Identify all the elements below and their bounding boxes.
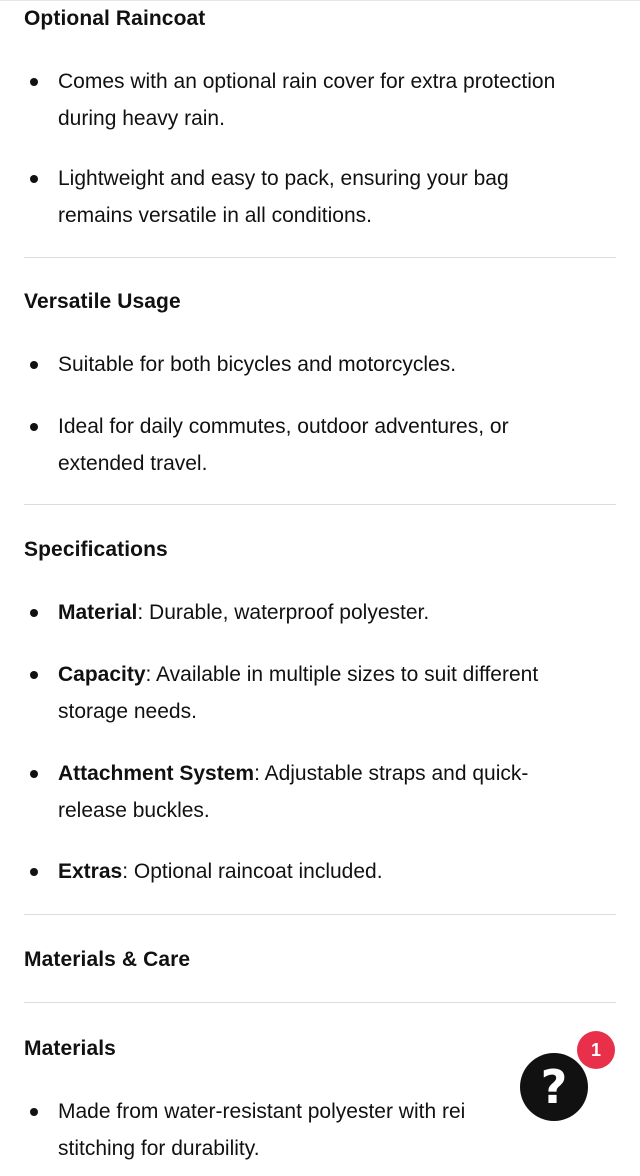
divider bbox=[24, 1002, 616, 1003]
list-item: Extras: Optional raincoat included. bbox=[24, 853, 616, 890]
bullet-icon bbox=[30, 423, 38, 431]
list-item: Material: Durable, waterproof polyester. bbox=[24, 594, 616, 631]
section-specifications bbox=[24, 536, 616, 564]
divider bbox=[24, 257, 616, 258]
list-item: Attachment System: Adjustable straps and quick- release buckles. bbox=[24, 755, 616, 829]
bullet-icon bbox=[30, 361, 38, 369]
list-item: Lightweight and easy to pack, ensuring your bag remains versatile in all conditions. bbox=[24, 160, 616, 234]
bullet-icon bbox=[30, 1108, 38, 1116]
bullet-icon bbox=[30, 175, 38, 183]
help-chat-button[interactable] bbox=[520, 1053, 588, 1121]
bullet-icon bbox=[30, 609, 38, 617]
section-title[interactable]: Materials & Care bbox=[24, 948, 191, 971]
bullet-icon bbox=[30, 770, 38, 778]
question-mark-icon: ? bbox=[540, 1060, 568, 1114]
bullet-icon bbox=[30, 78, 38, 86]
section-versatile-usage bbox=[24, 288, 616, 316]
divider bbox=[24, 914, 616, 915]
section-title: Specifications bbox=[24, 538, 168, 561]
divider bbox=[24, 504, 616, 505]
list-item: Ideal for daily commutes, outdoor adventures, or extended travel. bbox=[24, 408, 616, 482]
section-materials-and-care[interactable] bbox=[24, 946, 616, 974]
list-item: Suitable for both bicycles and motorcycles. bbox=[24, 346, 616, 383]
list-item: Made from water-resistant polyester with rei stitching for durability. bbox=[24, 1093, 616, 1167]
bullet-icon bbox=[30, 868, 38, 876]
section-materials bbox=[24, 1035, 616, 1063]
section-title: Versatile Usage bbox=[24, 290, 181, 313]
bullet-icon bbox=[30, 671, 38, 679]
section-title: Optional Raincoat bbox=[24, 7, 206, 30]
list-item: Comes with an optional rain cover for extra protection during heavy rain. bbox=[24, 63, 616, 137]
section-title: Materials bbox=[24, 1037, 116, 1060]
notification-badge: 1 bbox=[577, 1031, 615, 1069]
list-item: Capacity: Available in multiple sizes to suit different storage needs. bbox=[24, 656, 616, 730]
section-optional-raincoat bbox=[24, 5, 616, 33]
